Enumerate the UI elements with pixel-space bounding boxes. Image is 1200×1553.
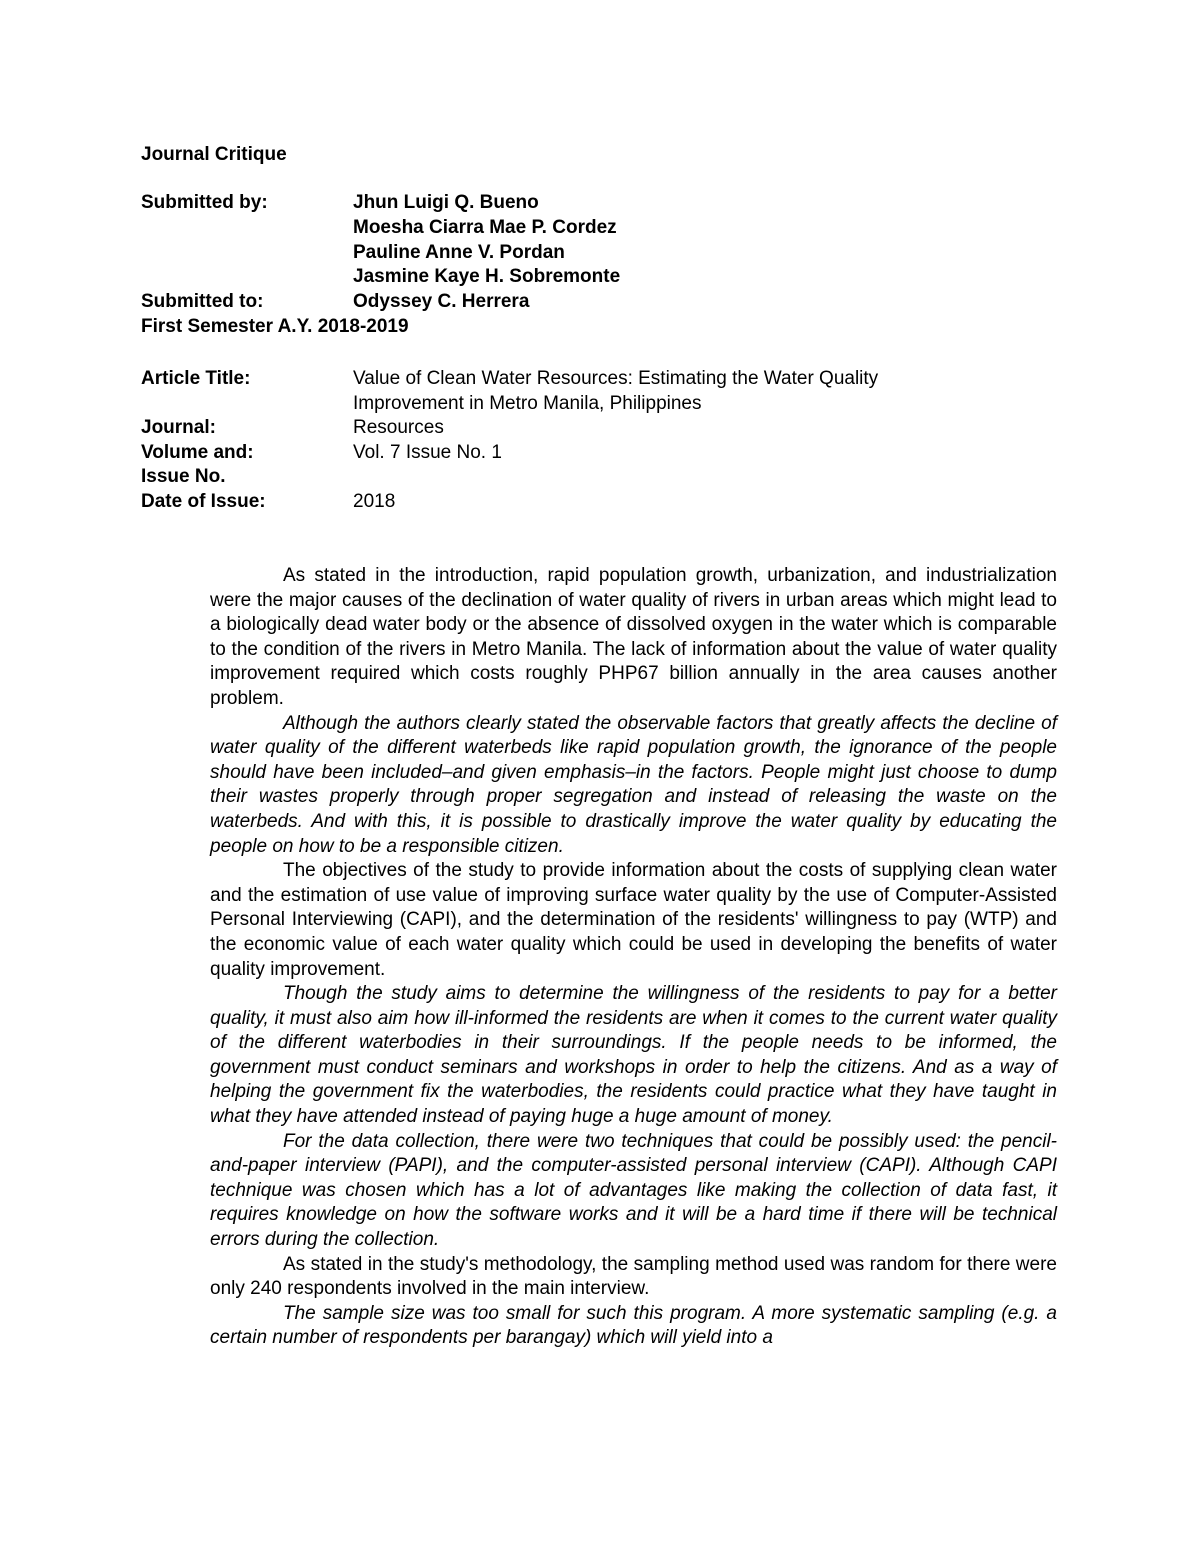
body-paragraph: The objectives of the study to provide information about the costs of supplying clean water and the estimation of use value of improving surface water quality by the use of Computer-Assisted Personal Interviewing (CAPI), and the determination of the residents' willingness to pay (WTP) and the economic value of each water quality which could be used in developing the benefits of water quality improvement. bbox=[210, 860, 1057, 980]
semester-line: First Semester A.Y. 2018-2019 bbox=[141, 315, 409, 337]
author-row bbox=[141, 265, 1041, 290]
submitted-by-label: Submitted by: bbox=[141, 192, 268, 213]
journal-value: Resources bbox=[353, 417, 444, 439]
submitted-to-label: Submitted to: bbox=[141, 291, 264, 313]
author-name: Moesha Ciarra Mae P. Cordez bbox=[353, 216, 617, 238]
volume-value: Vol. 7 Issue No. 1 bbox=[353, 441, 502, 463]
submission-header bbox=[141, 191, 1041, 340]
volume-label: Volume and: bbox=[141, 441, 254, 463]
author-name: Jasmine Kaye H. Sobremonte bbox=[353, 266, 621, 288]
body-paragraph: As stated in the study's methodology, the sampling method used was random for there were only 240 respondents involved in the main interview. bbox=[210, 1253, 1057, 1300]
article-title-value: Improvement in Metro Manila, Philippines bbox=[353, 392, 702, 414]
journal-label: Journal: bbox=[141, 417, 216, 439]
body-paragraph-critique: Although the authors clearly stated the observable factors that greatly affects the decline of water quality of the different waterbeds like rapid population growth, the ignorance of the people should have been included–and given emphasis–in the factors. People might just choose to dump their wastes properly through proper segregation and instead of releasing the waste on the waterbeds. And with this, it is possible to drastically improve the water quality by educating the people on how to be a responsible citizen. bbox=[210, 712, 1057, 857]
body-paragraph: As stated in the introduction, rapid population growth, urbanization, and industrialization were the major causes of the declination of water quality of rivers in urban areas which might lead to a biologically dead water body or the absence of dissolved oxygen in the water which is comparable to the condition of the rivers in Metro Manila. The lack of information about the value of water quality improvement required which costs roughly PHP67 billion annually in the area causes another problem. bbox=[210, 565, 1057, 709]
article-title-row bbox=[141, 367, 1041, 392]
body-paragraph-critique: For the data collection, there were two techniques that could be possibly used: the pencil-and-paper interview (PAPI), and the computer-assisted personal interview (CAPI). Although CAPI technique was chosen which has a lot of advantages like making the collection of data fast, it requires knowledge on how the software works and it will be a hard time if there will be technical errors during the collection. bbox=[210, 1130, 1057, 1251]
submitted-to-row bbox=[141, 290, 1041, 315]
submitted-to-name: Odyssey C. Herrera bbox=[353, 291, 530, 313]
article-metadata bbox=[141, 367, 1041, 515]
author-name: Pauline Anne V. Pordan bbox=[353, 241, 565, 263]
volume-row bbox=[141, 441, 1041, 466]
submitted-by-row bbox=[141, 191, 1041, 216]
issue-label: Issue No. bbox=[141, 466, 226, 488]
journal-row bbox=[141, 416, 1041, 441]
article-title-value: Value of Clean Water Resources: Estimating the Water Quality bbox=[353, 368, 879, 389]
date-label: Date of Issue: bbox=[141, 490, 266, 512]
article-title-row-continued bbox=[141, 392, 1041, 417]
author-name: Jhun Luigi Q. Bueno bbox=[353, 192, 539, 213]
issue-label-row bbox=[141, 465, 1041, 490]
body-paragraph-critique: The sample size was too small for such this program. A more systematic sampling (e.g. a certain number of respondents per barangay) which will yield into a bbox=[210, 1302, 1057, 1349]
date-row bbox=[141, 490, 1041, 515]
author-row bbox=[141, 241, 1041, 266]
critique-body bbox=[210, 564, 1057, 1351]
article-title-label: Article Title: bbox=[141, 368, 251, 389]
date-value: 2018 bbox=[353, 490, 396, 512]
body-paragraph-critique: Though the study aims to determine the willingness of the residents to pay for a better quality, it must also aim how ill-informed the residents are when it comes to the current water quality of the different waterbodies in their surroundings. If the people needs to be informed, the government must conduct seminars and workshops in order to help the citizens. And as a way of helping the government fix the waterbodies, the residents could practice what they have taught in what they have attended instead of paying huge a huge amount of money. bbox=[210, 983, 1057, 1128]
document-title: Journal Critique bbox=[141, 144, 287, 165]
author-row bbox=[141, 216, 1041, 241]
